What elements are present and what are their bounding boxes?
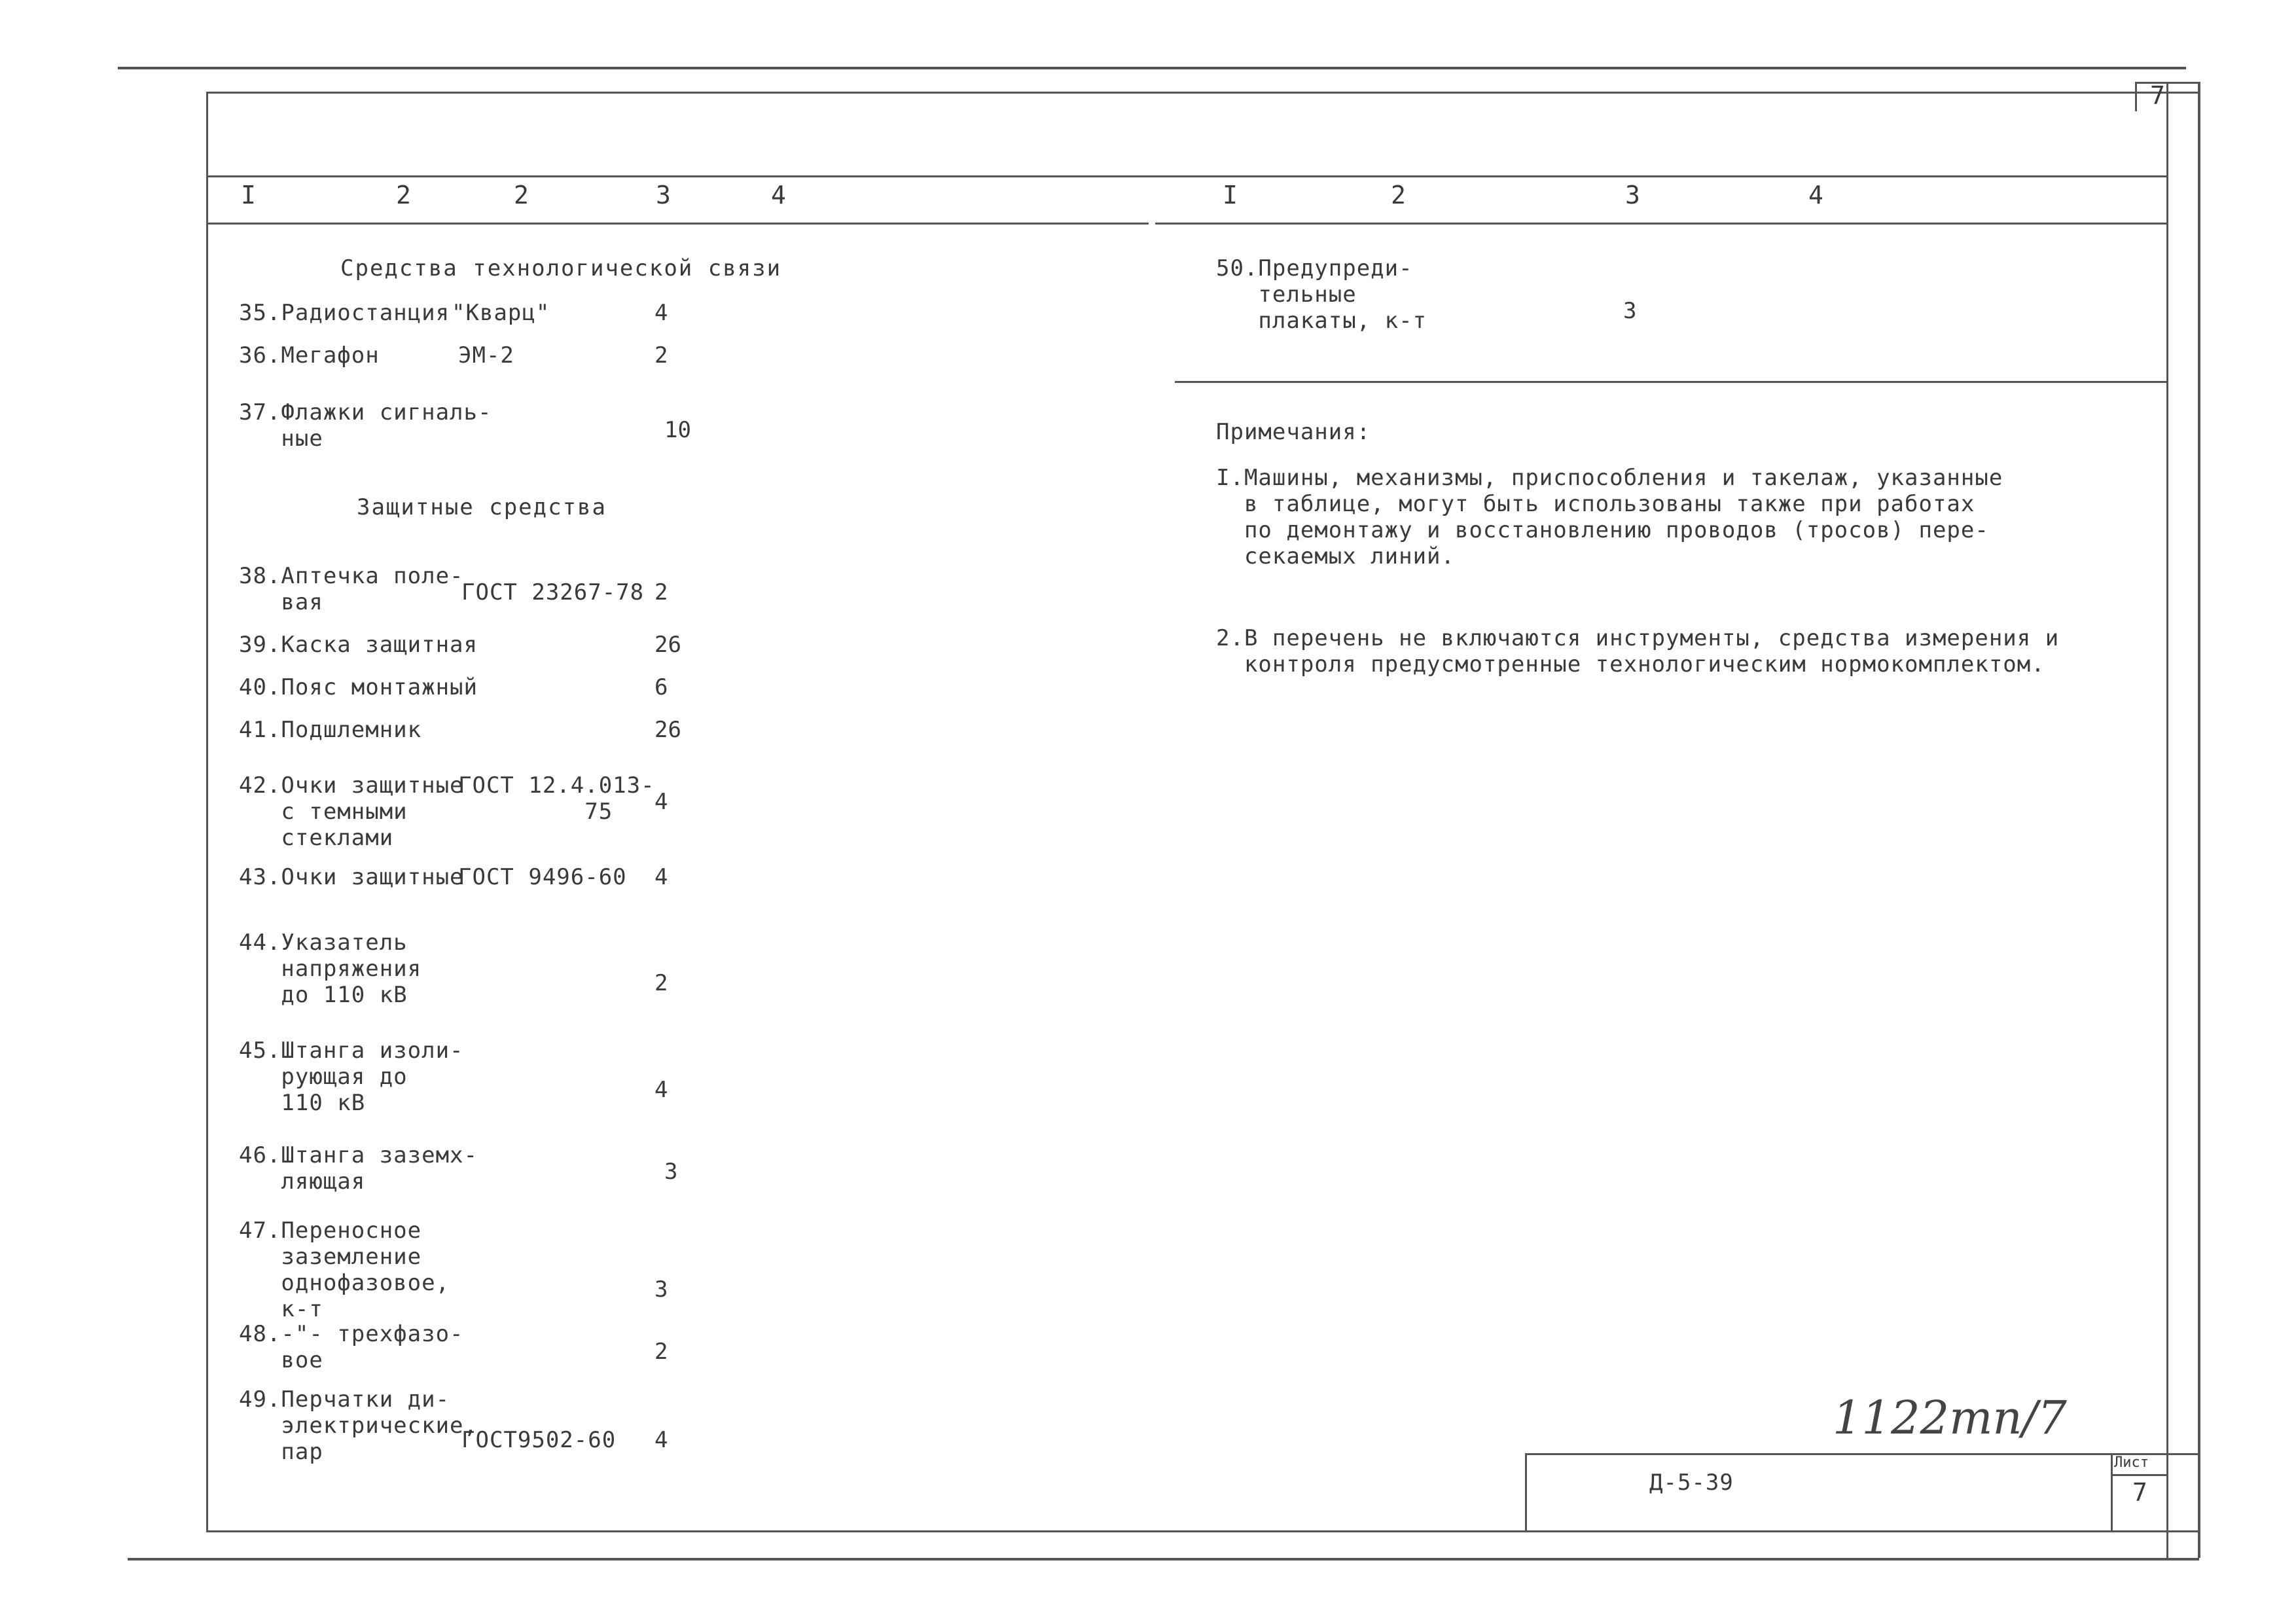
right-col-3-header: 3 — [1625, 181, 1640, 209]
right-item-divider — [1175, 381, 2166, 383]
header-bottom-line-left — [206, 223, 1149, 225]
item-36-name: 36.Мегафон — [239, 342, 380, 369]
item-49-qty: 4 — [655, 1427, 668, 1453]
item-37-qty: 10 — [664, 417, 691, 443]
item-42-name: 42.Очки защитные с темными стеклами — [239, 772, 464, 851]
item-35-name: 35.Радиостанция — [239, 300, 450, 326]
top-edge-line — [118, 67, 2186, 69]
right-col-2-header: 2 — [1391, 181, 1406, 209]
frame-left — [206, 92, 208, 1532]
item-35-spec: "Кварц" — [452, 300, 550, 326]
item-42-spec: ГОСТ 12.4.013- 75 — [458, 772, 655, 825]
sheet-box-left — [2111, 1453, 2113, 1530]
item-39-name: 39.Каска защитная — [239, 632, 478, 658]
left-col-4-header: 4 — [771, 181, 786, 209]
item-38-qty: 2 — [655, 579, 668, 605]
item-50-qty: 3 — [1623, 298, 1637, 324]
left-col-2b-header: 2 — [514, 181, 529, 209]
item-45-name: 45.Штанга изоли- рующая до 110 кВ — [239, 1038, 464, 1116]
item-43-spec: ГОСТ 9496-60 — [458, 864, 627, 890]
bottom-edge-line — [128, 1558, 2199, 1561]
item-49-spec: ГОСТ9502-60 — [461, 1427, 617, 1453]
page-number-box-top — [2135, 82, 2199, 84]
frame-right — [2198, 82, 2200, 1558]
item-36-spec: ЭМ-2 — [458, 342, 514, 369]
title-block-left — [1525, 1453, 1527, 1530]
header-bottom-line-right — [1155, 223, 2166, 225]
left-col-3-header: 3 — [656, 181, 671, 209]
item-47-name: 47.Переносное заземление однофазовое, к-т — [239, 1218, 450, 1322]
item-45-qty: 4 — [655, 1077, 668, 1103]
item-46-qty: 3 — [664, 1159, 678, 1185]
left-col-2-header: 2 — [396, 181, 411, 209]
sheet-label: Лист — [2114, 1454, 2149, 1471]
note-2: 2.В перечень не включаются инструменты, средства измерения и контроля предусмотренные технологическим нормокомплектом. — [1216, 625, 2060, 677]
item-44-qty: 2 — [655, 970, 668, 996]
item-36-qty: 2 — [655, 342, 668, 369]
item-46-name: 46.Штанга заземх- ляющая — [239, 1142, 478, 1195]
item-47-qty: 3 — [655, 1276, 668, 1303]
item-42-qty: 4 — [655, 789, 668, 815]
item-41-qty: 26 — [655, 717, 681, 743]
note-1: I.Машины, механизмы, приспособления и такелаж, указанные в таблице, могут быть использованы также при работах по демонтажу и восстановлению проводов (тросов) пере- секаемых линий. — [1216, 465, 2003, 569]
item-48-qty: 2 — [655, 1339, 668, 1365]
item-41-name: 41.Подшлемник — [239, 717, 422, 743]
section-title-tech-communication: Средства технологической связи — [340, 255, 782, 281]
document-code: Д-5-39 — [1649, 1470, 1734, 1496]
item-44-name: 44.Указатель напряжения до 110 кВ — [239, 929, 422, 1008]
item-37-name: 37.Флажки сигналь- ные — [239, 399, 492, 452]
page-number-box-left — [2135, 82, 2137, 111]
frame-bottom — [206, 1530, 2199, 1532]
notes-title: Примечания: — [1216, 419, 1371, 445]
title-block-top — [1525, 1453, 2199, 1455]
item-38-name: 38.Аптечка поле- вая — [239, 563, 464, 615]
left-col-1-header: I — [241, 181, 256, 209]
page-number: 7 — [2150, 81, 2165, 110]
item-43-qty: 4 — [655, 864, 668, 890]
item-38-spec: ГОСТ 23267-78 — [461, 579, 645, 605]
section-title-protective-equipment: Защитные средства — [357, 494, 607, 520]
item-43-name: 43.Очки защитные — [239, 864, 464, 890]
item-49-name: 49.Перчатки ди- электрические, пар — [239, 1386, 478, 1465]
frame-top — [206, 92, 2199, 94]
right-col-1-header: I — [1223, 181, 1238, 209]
item-50-name: 50.Предупреди- тельные плакаты, к-т — [1216, 255, 1427, 334]
header-top-line — [206, 175, 2166, 177]
handwritten-document-code: 1122тп/7 — [1833, 1391, 2067, 1445]
item-35-qty: 4 — [655, 300, 668, 326]
item-40-qty: 6 — [655, 674, 668, 700]
item-39-qty: 26 — [655, 632, 681, 658]
right-col-4-header: 4 — [1808, 181, 1823, 209]
item-48-name: 48.-"- трехфазо- вое — [239, 1321, 464, 1373]
frame-right-inner — [2166, 82, 2168, 1558]
sheet-box-divider — [2111, 1474, 2166, 1476]
item-40-name: 40.Пояс монтажный — [239, 674, 478, 700]
sheet-number: 7 — [2132, 1478, 2147, 1507]
